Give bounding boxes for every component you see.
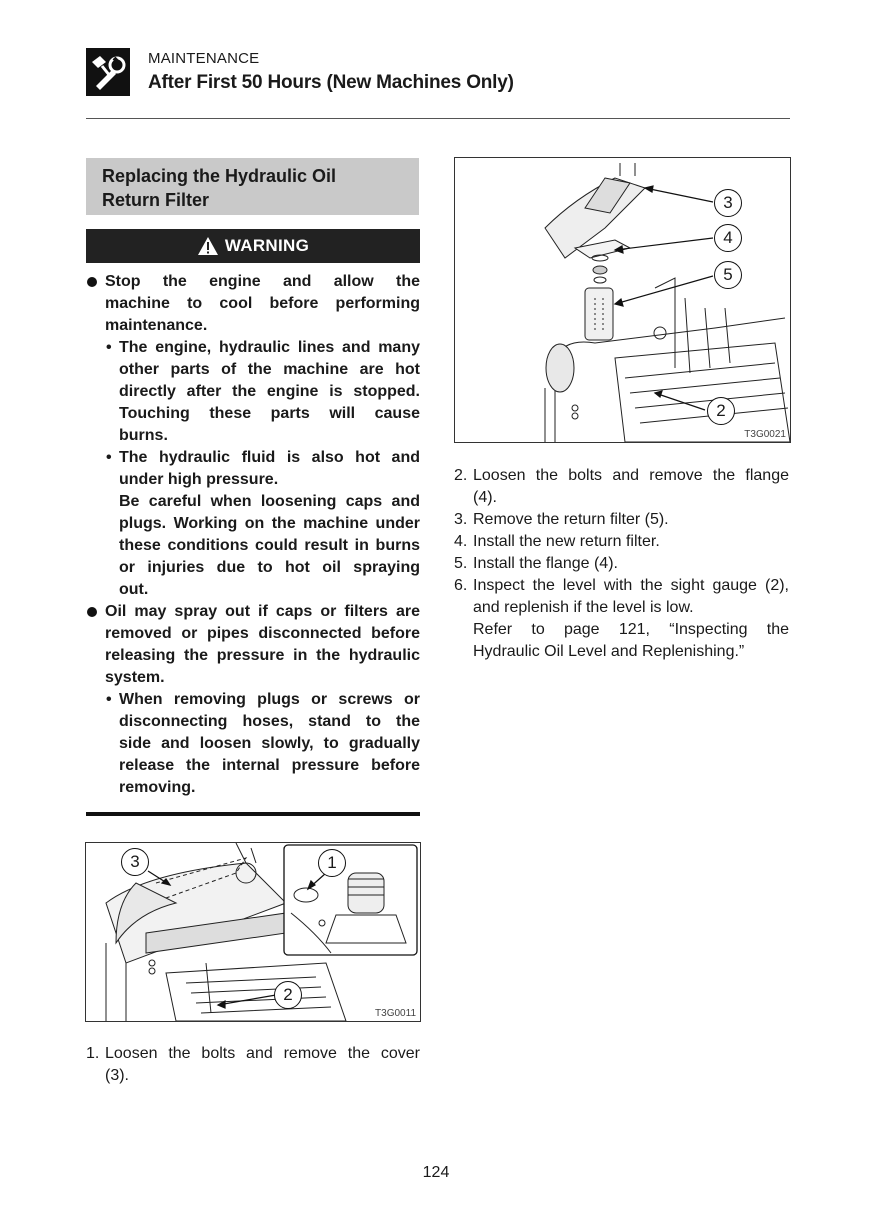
page-number: 124	[422, 1164, 450, 1181]
step-6: Inspect the level with the sight gauge (2), and replenish if the level is low. Refer to page 121, “Inspecting the Hydraulic Oil Level and Replenishing.”	[473, 577, 789, 660]
step-1: Loosen the bolts and remove the cover (3).	[105, 1045, 420, 1084]
wrench-maintenance-icon	[86, 48, 130, 96]
warning-triangle-icon	[197, 236, 219, 256]
step-4: Install the new return filter.	[473, 533, 660, 550]
step-number: 3.	[454, 511, 468, 528]
warning-end-divider	[86, 812, 420, 816]
figure-filter-assembly	[454, 157, 791, 443]
bullet-dot	[87, 607, 97, 617]
warning-subitem-1: • The engine, hydraulic lines and many other parts of the machine are hot directly after the engine is stopped. Touching these parts will cause burns.	[106, 339, 420, 444]
bullet-dot	[87, 277, 97, 287]
figure-code: T3G0011	[375, 1008, 416, 1019]
step-number: 2.	[454, 467, 468, 484]
callout-3: 3	[714, 189, 742, 217]
warning-banner	[86, 229, 420, 263]
warning-label: WARNING	[224, 236, 310, 255]
figure-code: T3G0021	[744, 429, 786, 440]
step-5: Install the flange (4).	[473, 555, 618, 572]
section-heading	[86, 158, 419, 215]
section-label: MAINTENANCE	[148, 50, 260, 67]
callout-1: 1	[318, 849, 346, 877]
callout-2: 2	[707, 397, 735, 425]
header-divider	[86, 118, 790, 119]
warning-item-2: Oil may spray out if caps or filters are removed or pipes disconnected before releasing the pressure in the hydraulic system.	[105, 603, 420, 686]
warning-subitem-3: • When removing plugs or screws or disconnecting hoses, stand to the side and loosen slowly, to gradually release the internal pressure before removing.	[106, 691, 420, 796]
figure-cover-location	[85, 842, 421, 1022]
warning-subitem-2: • The hydraulic fluid is also hot and under high pressure. Be careful when loosening caps and plugs. Working on the machine under these conditions could result in burns or injuries due to hot oil spraying out.	[106, 449, 420, 598]
step-number: 1.	[86, 1045, 100, 1062]
callout-2: 2	[274, 981, 302, 1009]
page-title: After First 50 Hours (New Machines Only)	[148, 72, 514, 93]
step-number: 5.	[454, 555, 468, 572]
step-number: 4.	[454, 533, 468, 550]
step-3: Remove the return filter (5).	[473, 511, 669, 528]
step-2: Loosen the bolts and remove the flange (4).	[473, 467, 789, 506]
heading-line-1: Replacing the Hydraulic Oil	[102, 166, 337, 186]
callout-3: 3	[121, 848, 149, 876]
callout-4: 4	[714, 224, 742, 252]
heading-line-2: Return Filter	[102, 190, 210, 210]
callout-5: 5	[714, 261, 742, 289]
warning-item-1: Stop the engine and allow the machine to cool before performing maintenance.	[105, 273, 420, 334]
step-number: 6.	[454, 577, 468, 594]
